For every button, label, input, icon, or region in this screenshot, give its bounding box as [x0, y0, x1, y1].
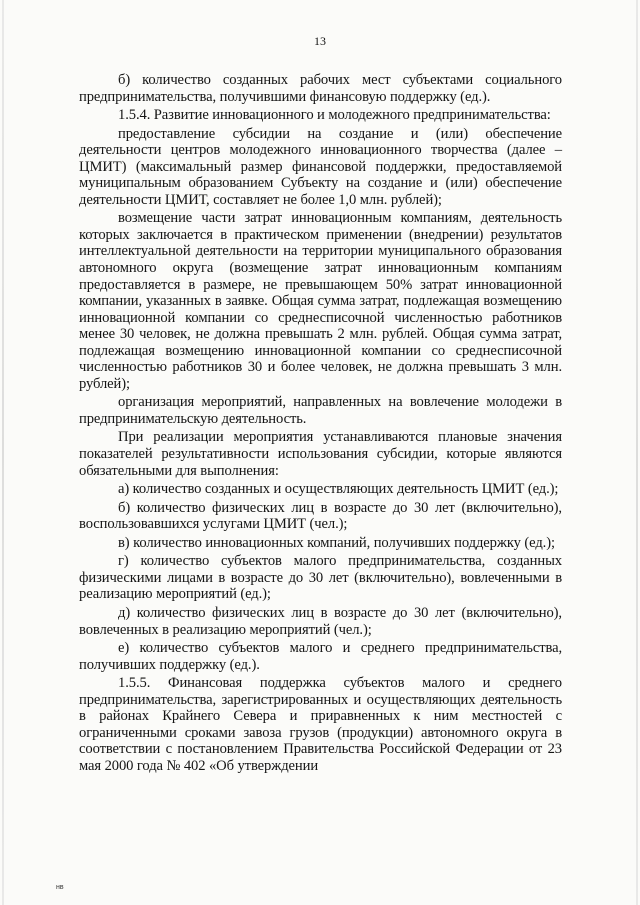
scan-edge-left: [2, 0, 4, 905]
paragraph-section-1-5-4: 1.5.4. Развитие инновационного и молодежного предпринимательства:: [118, 107, 551, 124]
paragraph-indicator-g: г) количество субъектов малого предпринимательства, созданных физическими лицами в возрасте до 30 лет (включительно), вовлеченными в реализацию мероприятий (ед.);: [79, 553, 562, 603]
page-number: 13: [314, 34, 326, 48]
paragraph-youth-events: организация мероприятий, направленных на вовлечение молодежи в предпринимательскую деятельность.: [79, 394, 562, 427]
paragraph-indicator-e: е) количество субъектов малого и среднего предпринимательства, получивших поддержку (ед.).: [79, 640, 562, 673]
paragraph-social-jobs: б) количество созданных рабочих мест субъектами социального предпринимательства, получившими финансовую поддержку (ед.).: [79, 72, 562, 105]
paragraph-indicator-v: в) количество инновационных компаний, получивших поддержку (ед.);: [118, 534, 555, 551]
paragraph-indicator-a: а) количество созданных и осуществляющих деятельность ЦМИТ (ед.);: [118, 481, 559, 498]
paragraph-indicator-b: б) количество физических лиц в возрасте до 30 лет (включительно), воспользовавшихся услугами ЦМИТ (чел.);: [79, 499, 562, 533]
paragraph-indicator-d: д) количество физических лиц в возрасте до 30 лет (включительно), вовлеченных в реализацию мероприятий (чел.);: [79, 604, 562, 638]
document-body: [79, 72, 562, 776]
footer-mark: нв: [56, 884, 64, 891]
paragraph-cmit-subsidy: предоставление субсидии на создание и (или) обеспечение деятельности центров молодежного инновационного творчества (далее – ЦМИТ) (максимальный размер финансовой поддержки, предоставляемой муниципальным образованием Субъекту на создание и (или) обеспечение деятельности ЦМИТ, составляет не более 1,0 млн. рублей);: [79, 125, 562, 208]
paragraph-indicators-intro: При реализации мероприятия устанавливаются плановые значения показателей результативности использования субсидии, которые являются обязательными для выполнения:: [79, 429, 562, 479]
scan-edge-right: [636, 0, 638, 905]
paragraph-innovation-compensation: возмещение части затрат инновационным компаниям, деятельность которых заключается в практическом применении (внедрении) результатов интеллектуальной деятельности на территории муниципального образования автономного округа (возмещение затрат инновационным компаниям предоставляется в размере, не превышающем 50% затрат инновационной компании, указанных в заявке. Общая сумма затрат, подлежащая возмещению инновационной компании со среднесписочной численностью работников менее 30 человек, не должна превышать 2 млн. рублей. Общая сумма затрат, подлежащая возмещению инновационной компании со среднесписочной численностью работников 30 и более человек, не должна превышать 3 млн. рублей);: [79, 210, 562, 392]
paragraph-section-1-5-5: 1.5.5. Финансовая поддержка субъектов малого и среднего предпринимательства, зарегистрированных и осуществляющих деятельность в районах Крайнего Севера и приравненных к ним местностей с ограниченными сроками завоза грузов (продукции) автономного округа в соответствии с постановлением Правительства Российской Федерации от 23 мая 2000 года № 402 «Об утверждении: [79, 675, 562, 774]
